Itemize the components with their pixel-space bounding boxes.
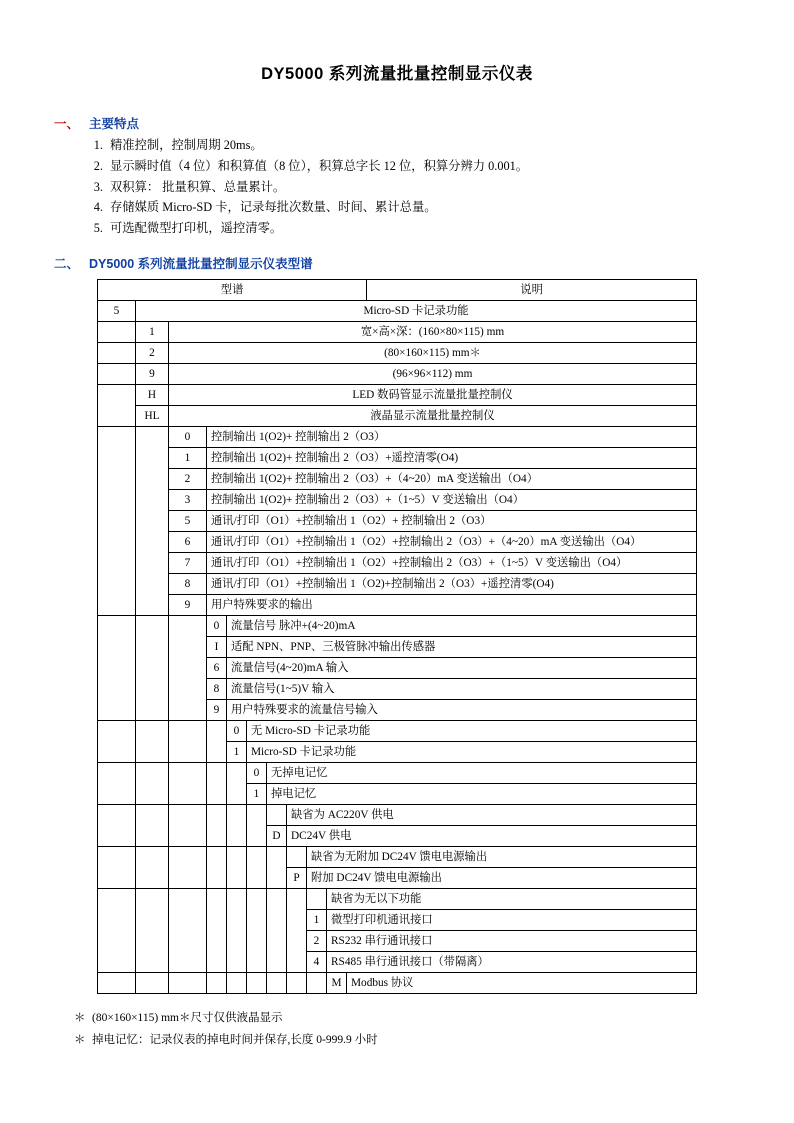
model-spec-table bbox=[97, 279, 697, 994]
row-code bbox=[287, 847, 307, 868]
row-desc: Micro-SD 卡记录功能 bbox=[247, 742, 697, 763]
row-desc: LED 数码管显示流量批量控制仪 bbox=[169, 385, 697, 406]
row-code: P bbox=[287, 868, 307, 889]
row-desc: RS485 串行通讯接口（带隔离） bbox=[327, 952, 697, 973]
row-code: 1 bbox=[307, 910, 327, 931]
row-desc: (96×96×112) mm bbox=[169, 364, 697, 385]
table-row bbox=[98, 406, 697, 427]
list-item: 2. 显示瞬时值（4 位）和积算值（8 位），积算总字长 12 位，积算分辨力 0.001。 bbox=[106, 160, 740, 172]
section-2-label: DY5000 系列流量批量控制显示仪表型谱 bbox=[89, 257, 313, 272]
table-row bbox=[98, 343, 697, 364]
row-code: 8 bbox=[169, 574, 207, 595]
row-desc: 流量信号 脉冲+(4~20)mA bbox=[227, 616, 697, 637]
table-body bbox=[98, 301, 697, 994]
table-row bbox=[98, 511, 697, 532]
row-code: 9 bbox=[136, 364, 169, 385]
table-row bbox=[98, 364, 697, 385]
row-code: 0 bbox=[207, 616, 227, 637]
list-item: 1. 精准控制，控制周期 20ms。 bbox=[106, 139, 740, 151]
row-code: 1 bbox=[169, 448, 207, 469]
row-code: 9 bbox=[169, 595, 207, 616]
row-desc: 控制输出 1(O2)+ 控制输出 2（O3）+（1~5）V 变送输出（O4） bbox=[207, 490, 697, 511]
row-code: 1 bbox=[227, 742, 247, 763]
row-code: I bbox=[207, 637, 227, 658]
row-desc: 无 Micro-SD 卡记录功能 bbox=[247, 721, 697, 742]
table-row bbox=[98, 616, 697, 637]
row-code: 2 bbox=[136, 343, 169, 364]
row-desc: 通讯/打印（O1）+控制输出 1（O2）+控制输出 2（O3）+（1~5）V 变送输出（O4） bbox=[207, 553, 697, 574]
row-code: 0 bbox=[247, 763, 267, 784]
table-row bbox=[98, 889, 697, 910]
table-row bbox=[98, 490, 697, 511]
table-row bbox=[98, 595, 697, 616]
footnote-item bbox=[74, 1030, 740, 1052]
footnote-marker: ＊ bbox=[74, 1012, 86, 1025]
row-code: 1 bbox=[136, 322, 169, 343]
table-row bbox=[98, 763, 697, 784]
row-code: 6 bbox=[207, 658, 227, 679]
table-row bbox=[98, 574, 697, 595]
section-2-heading bbox=[54, 254, 740, 272]
row-desc: 掉电记忆 bbox=[267, 784, 697, 805]
row-code: HL bbox=[136, 406, 169, 427]
table-row bbox=[98, 847, 697, 868]
list-item: 4. 存储媒质 Micro-SD 卡，记录每批次数量、时间、累计总量。 bbox=[106, 201, 740, 213]
row-desc: 控制输出 1(O2)+ 控制输出 2（O3）+（4~20）mA 变送输出（O4） bbox=[207, 469, 697, 490]
row-desc: DC24V 供电 bbox=[287, 826, 697, 847]
row-desc: Micro-SD 卡记录功能 bbox=[136, 301, 697, 322]
footnote-item bbox=[74, 1008, 740, 1030]
row-desc: 控制输出 1(O2)+ 控制输出 2（O3）+遥控清零(O4) bbox=[207, 448, 697, 469]
row-code: 0 bbox=[169, 427, 207, 448]
row-desc: 控制输出 1(O2)+ 控制输出 2（O3） bbox=[207, 427, 697, 448]
row-desc: 宽×高×深：(160×80×115) mm bbox=[169, 322, 697, 343]
row-desc: 无掉电记忆 bbox=[267, 763, 697, 784]
header-model: 型谱 bbox=[98, 280, 367, 301]
features-list bbox=[54, 139, 740, 234]
table-row bbox=[98, 448, 697, 469]
row-desc: 附加 DC24V 馈电电源输出 bbox=[307, 868, 697, 889]
list-item: 5. 可选配微型打印机，遥控清零。 bbox=[106, 222, 740, 234]
row-code: 9 bbox=[207, 700, 227, 721]
row-code: M bbox=[327, 973, 347, 994]
table-row bbox=[98, 427, 697, 448]
row-desc: 缺省为 AC220V 供电 bbox=[287, 805, 697, 826]
table-row bbox=[98, 973, 697, 994]
row-code: 3 bbox=[169, 490, 207, 511]
list-item: 3. 双积算： 批量积算、总量累计。 bbox=[106, 181, 740, 193]
table-row bbox=[98, 385, 697, 406]
row-code: 1 bbox=[247, 784, 267, 805]
table-row bbox=[98, 301, 697, 322]
section-1-heading bbox=[54, 114, 740, 132]
footnotes bbox=[54, 1008, 740, 1052]
row-desc: 通讯/打印（O1）+控制输出 1（O2）+ 控制输出 2（O3） bbox=[207, 511, 697, 532]
section-1-number: 一、 bbox=[54, 117, 80, 131]
table-row bbox=[98, 553, 697, 574]
row-code: H bbox=[136, 385, 169, 406]
table-row bbox=[98, 805, 697, 826]
footnote-marker: ＊ bbox=[74, 1034, 86, 1047]
row-code: 7 bbox=[169, 553, 207, 574]
row-code: 2 bbox=[307, 931, 327, 952]
row-desc: 适配 NPN、PNP、三极管脉冲输出传感器 bbox=[227, 637, 697, 658]
row-code bbox=[307, 889, 327, 910]
row-desc: RS232 串行通讯接口 bbox=[327, 931, 697, 952]
header-description: 说明 bbox=[367, 280, 697, 301]
section-1-label: 主要特点 bbox=[89, 117, 140, 131]
row-desc: 微型打印机通讯接口 bbox=[327, 910, 697, 931]
row-code: 6 bbox=[169, 532, 207, 553]
row-desc: 通讯/打印（O1）+控制输出 1（O2）+控制输出 2（O3）+（4~20）mA 变送输出（O4） bbox=[207, 532, 697, 553]
row-desc: 用户特殊要求的输出 bbox=[207, 595, 697, 616]
row-code: 0 bbox=[227, 721, 247, 742]
row-code: 8 bbox=[207, 679, 227, 700]
row-code: 5 bbox=[98, 301, 136, 322]
table-header-row bbox=[98, 280, 697, 301]
row-code: 4 bbox=[307, 952, 327, 973]
row-code: 2 bbox=[169, 469, 207, 490]
row-desc: 流量信号(1~5)V 输入 bbox=[227, 679, 697, 700]
section-2-number: 二、 bbox=[54, 257, 80, 272]
table-row bbox=[98, 721, 697, 742]
row-desc: 流量信号(4~20)mA 输入 bbox=[227, 658, 697, 679]
footnote-text: 掉电记忆：记录仪表的掉电时间并保存,长度 0-999.9 小时 bbox=[92, 1034, 378, 1047]
row-code bbox=[267, 805, 287, 826]
table-row bbox=[98, 532, 697, 553]
row-desc: 用户特殊要求的流量信号输入 bbox=[227, 700, 697, 721]
row-desc: Modbus 协议 bbox=[347, 973, 697, 994]
page-title: DY5000 系列流量批量控制显示仪表 bbox=[261, 65, 533, 83]
table-row bbox=[98, 469, 697, 490]
row-code: D bbox=[267, 826, 287, 847]
row-desc: (80×160×115) mm＊ bbox=[169, 343, 697, 364]
row-desc: 液晶显示流量批量控制仪 bbox=[169, 406, 697, 427]
row-code: 5 bbox=[169, 511, 207, 532]
footnote-text: (80×160×115) mm＊尺寸仅供液晶显示 bbox=[92, 1012, 283, 1025]
table-row bbox=[98, 322, 697, 343]
row-desc: 缺省为无以下功能 bbox=[327, 889, 697, 910]
row-desc: 通讯/打印（O1）+控制输出 1（O2)+控制输出 2（O3）+遥控清零(O4) bbox=[207, 574, 697, 595]
row-desc: 缺省为无附加 DC24V 馈电电源输出 bbox=[307, 847, 697, 868]
